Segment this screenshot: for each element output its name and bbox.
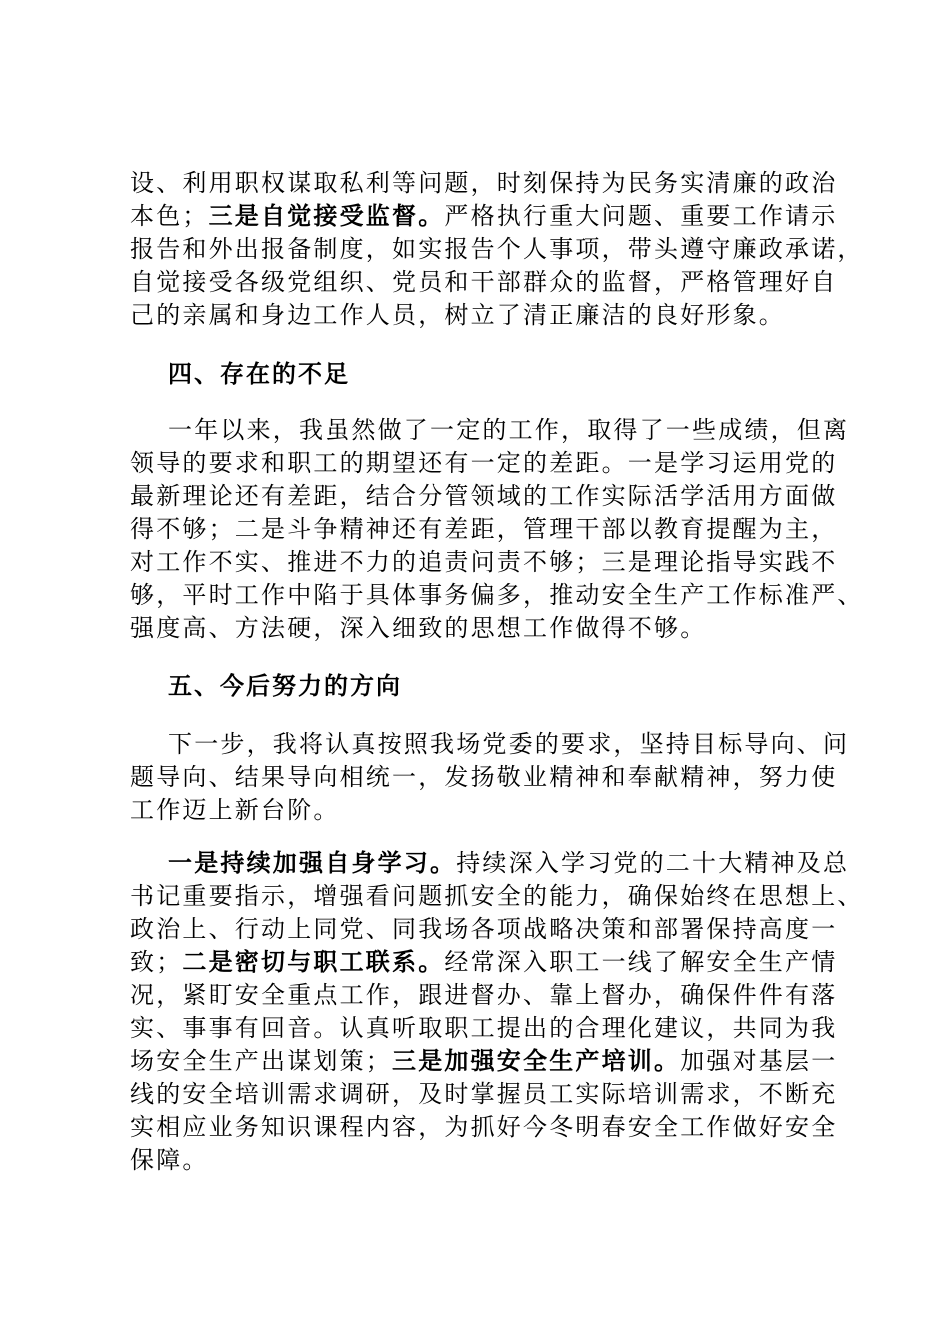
text-run: 持续深入学习党的二十大精神及总 (456, 849, 850, 877)
text-run: 加强对基层一 (680, 1047, 838, 1075)
paragraph-line: 得不够；二是斗争精神还有差距，管理干部以教育提醒为主， (130, 515, 838, 543)
paragraph-line: 况，紧盯安全重点工作，跟进督办、靠上督办，确保件件有落 (130, 981, 838, 1009)
section5-heading: 五、今后努力的方向 (168, 672, 402, 700)
paragraph-line (130, 847, 850, 880)
text-run: 本色； (130, 202, 209, 230)
paragraph-line: 领导的要求和职工的期望还有一定的差距。一是学习运用党的 (130, 449, 838, 477)
bold-subheading: 三是自觉接受监督。 (208, 202, 445, 230)
section3-paragraph (130, 167, 864, 332)
bold-subheading: 二是密切与职工联系。 (182, 948, 445, 976)
paragraph-line: 够，平时工作中陷于具体事务偏多，推动安全生产工作标准严、 (130, 581, 864, 609)
paragraph-line (130, 1045, 838, 1078)
section5-main-paragraph (130, 847, 864, 1177)
text-run: 经常深入职工一线了解安全生产情 (444, 948, 838, 976)
paragraph-line (130, 946, 838, 979)
paragraph-line: 设、利用职权谋取私利等问题，时刻保持为民务实清廉的政治 (130, 169, 838, 197)
paragraph-line: 书记重要指示，增强看问题抓安全的能力，确保始终在思想上、 (130, 882, 864, 910)
bold-subheading: 一是持续加强自身学习。 (168, 849, 457, 877)
text-run: 致； (130, 948, 183, 976)
paragraph-line: 题导向、结果导向相统一，发扬敬业精神和奉献精神，努力使 (130, 763, 838, 791)
paragraph-line: 己的亲属和身边工作人员，树立了清正廉洁的良好形象。 (130, 301, 785, 329)
text-run: 严格执行重大问题、重要工作请示 (444, 202, 838, 230)
paragraph-line: 下一步，我将认真按照我场党委的要求，坚持目标导向、问 (168, 730, 850, 758)
paragraph-line: 线的安全培训需求调研，及时掌握员工实际培训需求，不断充 (130, 1080, 838, 1108)
section5-intro-paragraph (130, 728, 850, 827)
paragraph-line: 强度高、方法硬，深入细致的思想工作做得不够。 (130, 614, 707, 642)
text-run: 场安全生产出谋划策； (130, 1047, 392, 1075)
bold-subheading: 三是加强安全生产培训。 (392, 1047, 681, 1075)
paragraph-line: 实相应业务知识课程内容，为抓好今冬明春安全工作做好安全 (130, 1113, 838, 1141)
paragraph-line: 政治上、行动上同党、同我场各项战略决策和部署保持高度一 (130, 915, 838, 943)
paragraph-line (130, 200, 838, 233)
paragraph-line: 对工作不实、推进不力的追责问责不够；三是理论指导实践不 (130, 548, 838, 576)
paragraph-line: 工作迈上新台阶。 (130, 796, 340, 824)
section4-heading: 四、存在的不足 (168, 360, 350, 388)
paragraph-line: 自觉接受各级党组织、党员和干部群众的监督，严格管理好自 (130, 268, 838, 296)
paragraph-line: 报告和外出报备制度，如实报告个人事项，带头遵守廉政承诺， (130, 235, 864, 263)
paragraph-line: 实、事事有回音。认真听取职工提出的合理化建议，共同为我 (130, 1014, 838, 1042)
paragraph-line: 最新理论还有差距，结合分管领域的工作实际活学活用方面做 (130, 482, 838, 510)
paragraph-line: 保障。 (130, 1146, 209, 1174)
section4-paragraph (130, 414, 864, 645)
paragraph-line: 一年以来，我虽然做了一定的工作，取得了一些成绩，但离 (168, 416, 850, 444)
